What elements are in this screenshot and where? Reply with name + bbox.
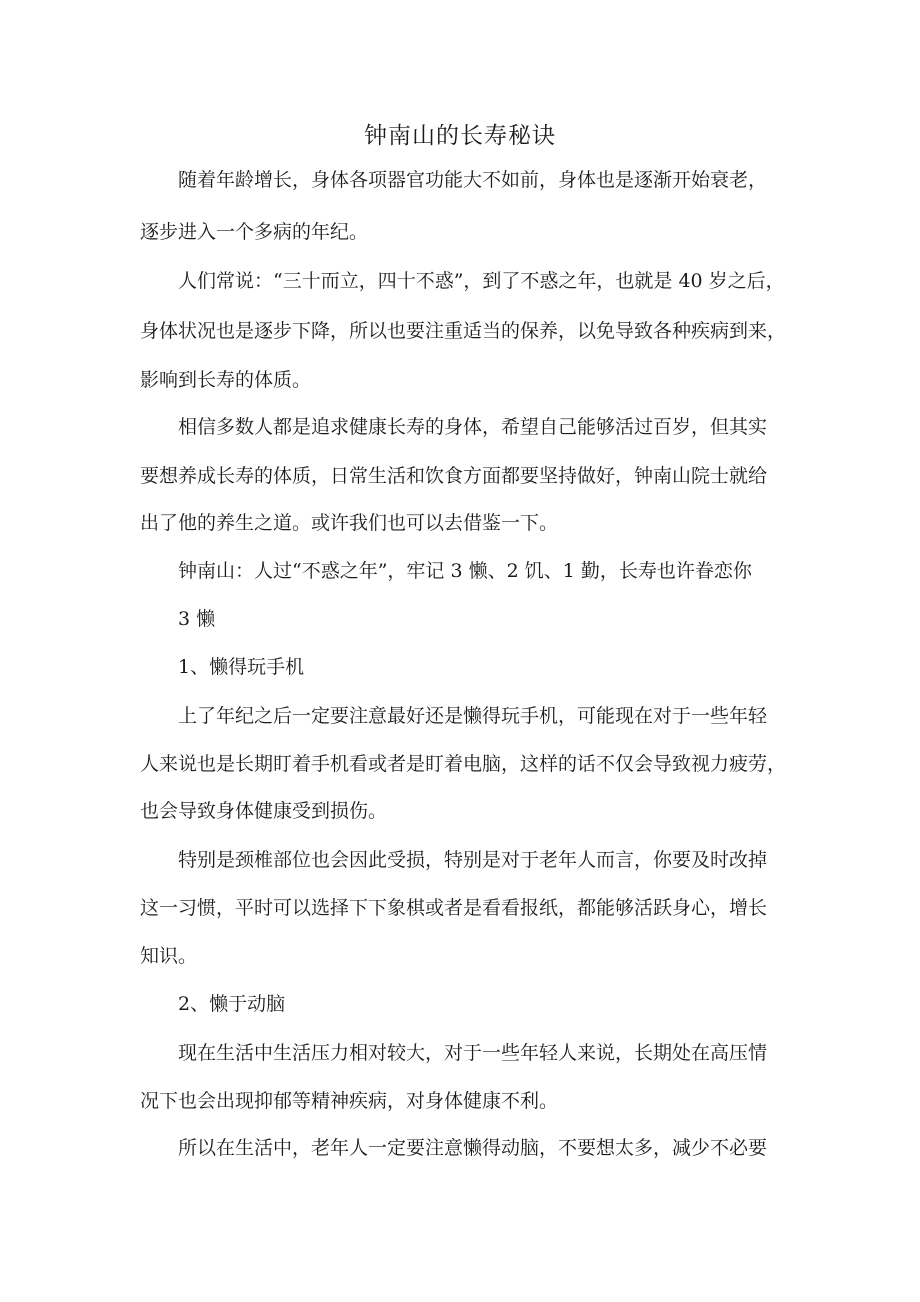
paragraph-line: 随着年龄增长，身体各项器官功能大不如前，身体也是逐渐开始衰老， [178,169,768,191]
paragraph-line: 知识。 [140,945,198,967]
paragraph-line: 特别是颈椎部位也会因此受损，特别是对于老年人而言，你要及时改掉 [178,849,768,871]
paragraph-line: 出了他的养生之道。或许我们也可以去借鉴一下。 [140,512,559,534]
paragraph-line: 这一习惯，平时可以选择下下象棋或者是看看报纸，都能够活跃身心，增长 [140,897,768,919]
paragraph-line: 身体状况也是逐步下降，所以也要注重适当的保养，以免导致各种疾病到来， [140,320,787,342]
paragraph-line: 影响到长寿的体质。 [140,369,312,391]
section-heading: 3 懒 [178,608,216,630]
paragraph-line: 上了年纪之后一定要注意最好还是懒得玩手机，可能现在对于一些年轻 [178,705,768,727]
paragraph-line: 也会导致身体健康受到损伤。 [140,800,388,822]
subsection-heading: 2、懒于动脑 [178,993,286,1015]
paragraph-line: 相信多数人都是追求健康长寿的身体，希望自己能够活过百岁，但其实 [178,416,768,438]
paragraph-line: 逐步进入一个多病的年纪。 [140,221,369,243]
paragraph-line: 现在生活中生活压力相对较大，对于一些年轻人来说，长期处在高压情 [178,1042,768,1064]
paragraph-line: 所以在生活中，老年人一定要注意懒得动脑，不要想太多，减少不必要 [178,1137,768,1159]
paragraph-line: 况下也会出现抑郁等精神疾病，对身体健康不利。 [140,1090,559,1112]
document-title: 钟南山的长寿秘诀 [364,123,556,149]
paragraph-line: 人们常说：“三十而立，四十不惑”，到了不惑之年，也就是 40 岁之后， [178,270,785,292]
paragraph-line: 钟南山：人过“不惑之年”，牢记 3 懒、2 饥、1 勤，长寿也许眷恋你 [178,560,752,582]
paragraph-line: 人来说也是长期盯着手机看或者是盯着电脑，这样的话不仅会导致视力疲劳， [140,753,787,775]
subsection-heading: 1、懒得玩手机 [178,656,305,678]
paragraph-line: 要想养成长寿的体质，日常生活和饮食方面都要坚持做好，钟南山院士就给 [140,465,768,487]
